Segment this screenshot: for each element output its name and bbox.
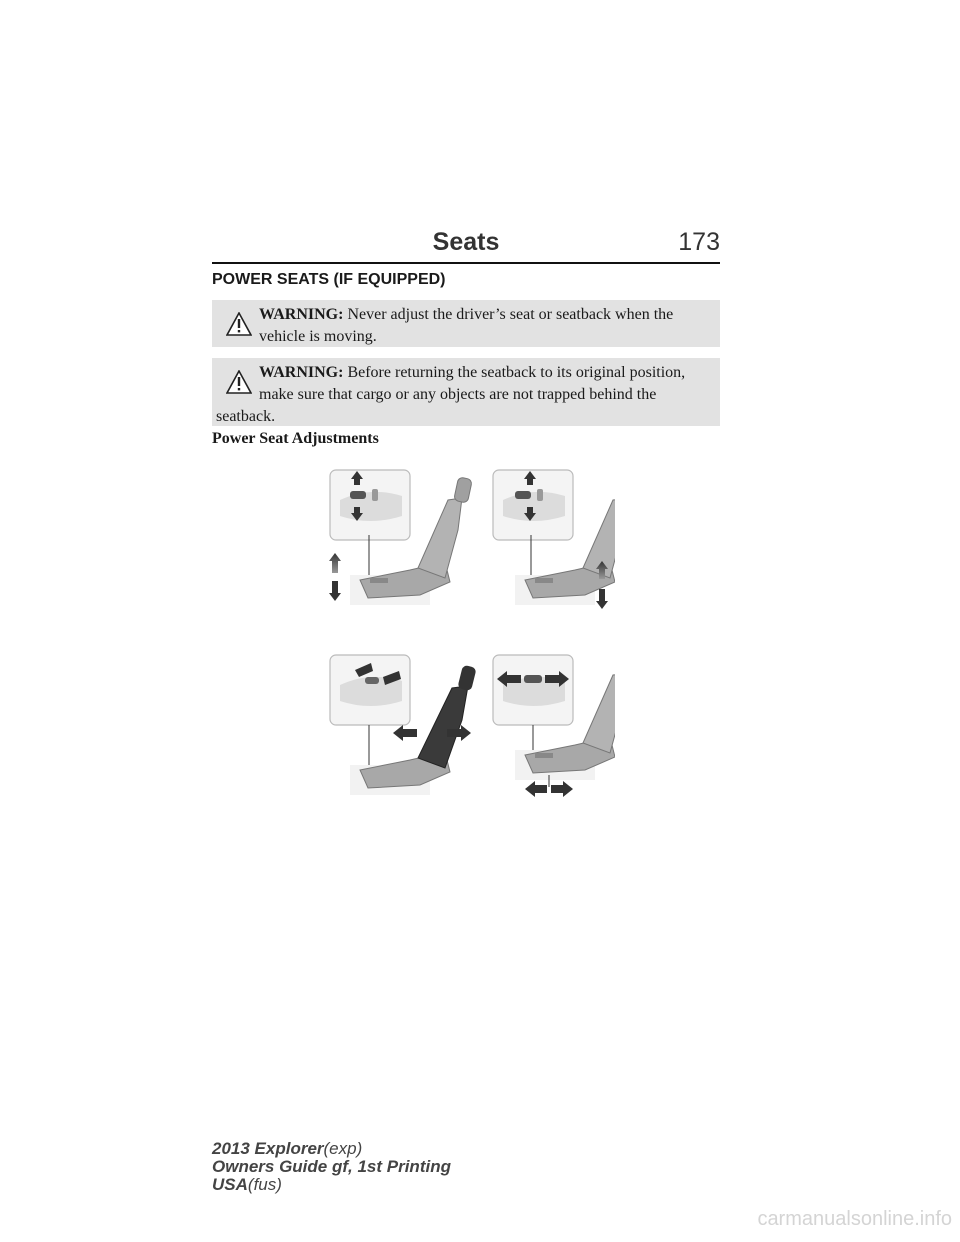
footer-market: USA <box>212 1175 248 1194</box>
seat-recline-diagram <box>330 655 477 795</box>
chapter-title: Seats <box>432 228 500 256</box>
page-header <box>212 228 720 264</box>
warning-triangle-icon <box>226 312 252 336</box>
seat-tilt-diagram <box>493 470 615 609</box>
footer-model-code: (exp) <box>323 1139 363 1158</box>
warning-text: Never adjust the driver’s seat or seatback when the <box>347 306 674 323</box>
warning-label: WARNING: <box>259 306 344 323</box>
footer-guide: Owners Guide gf, 1st Printing <box>212 1157 451 1176</box>
page-footer <box>212 1140 451 1194</box>
warning-text-line2: make sure that cargo or any objects are not trapped behind the <box>259 386 657 403</box>
footer-model: 2013 Explorer <box>212 1139 324 1158</box>
section-title: POWER SEATS (IF EQUIPPED) <box>212 271 446 288</box>
warning-label: WARNING: <box>259 364 344 381</box>
warning-text-cont: seatback. <box>216 408 276 425</box>
warning-triangle-icon <box>226 370 252 394</box>
warning-box-1 <box>212 300 720 347</box>
footer-market-code: (fus) <box>247 1175 282 1194</box>
page-number: 173 <box>678 228 720 256</box>
power-seat-illustration <box>325 465 615 815</box>
seat-fore-aft-diagram <box>493 652 615 797</box>
warning-text-cont: vehicle is moving. <box>259 328 377 345</box>
warning-text: Before returning the seatback to its original position, <box>347 364 686 381</box>
warning-box-2 <box>212 358 720 426</box>
watermark: carmanualsonline.info <box>757 1208 952 1230</box>
seat-height-diagram <box>329 470 472 605</box>
subheading: Power Seat Adjustments <box>212 430 379 447</box>
